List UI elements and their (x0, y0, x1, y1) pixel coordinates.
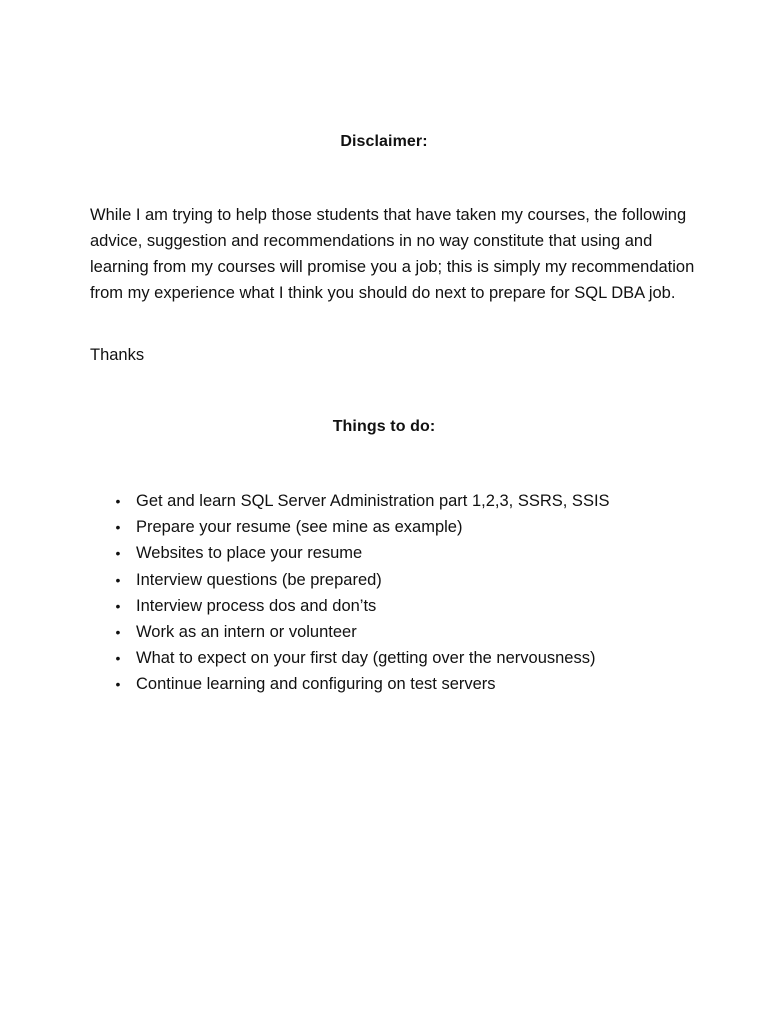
list-item (110, 619, 710, 645)
bullet-icon: • (115, 545, 121, 562)
list-item (110, 567, 710, 593)
list-item (110, 593, 710, 619)
bullet-icon: • (115, 519, 121, 536)
bullet-icon: • (115, 571, 121, 588)
bullet-icon: • (115, 623, 121, 640)
things-to-do-list (110, 488, 710, 698)
list-item-text: Interview questions (be prepared) (136, 570, 382, 589)
list-item-text: Continue learning and configuring on test servers (136, 675, 496, 694)
list-item-text: What to expect on your first day (getting over the nervousness) (136, 649, 596, 668)
list-item (110, 645, 710, 671)
thanks-signoff: Thanks (90, 346, 145, 364)
list-item-text: Websites to place your resume (136, 544, 363, 563)
disclaimer-paragraph: While I am trying to help those students that have taken my courses, the following advice, suggestion and recommendations in no way constitute that using and learning from my courses will promise you a job; this is simply my recommendation from my experience what I think you should do next to prepare for SQL DBA job. (90, 206, 695, 302)
list-item (110, 514, 710, 540)
bullet-icon: • (115, 597, 121, 614)
list-item-text: Interview process dos and don’ts (136, 596, 377, 615)
list-item-text: Prepare your resume (see mine as example) (136, 518, 463, 537)
list-item (110, 671, 710, 697)
list-item-text: Work as an intern or volunteer (136, 622, 357, 641)
things-to-do-heading: Things to do: (332, 418, 436, 435)
list-item-text: Get and learn SQL Server Administration part 1,2,3, SSRS, SSIS (136, 492, 610, 510)
disclaimer-heading: Disclaimer: (340, 133, 428, 150)
bullet-icon: • (115, 493, 121, 509)
bullet-icon: • (115, 650, 121, 667)
bullet-icon: • (115, 676, 121, 693)
list-item (110, 488, 710, 514)
list-item (110, 540, 710, 566)
